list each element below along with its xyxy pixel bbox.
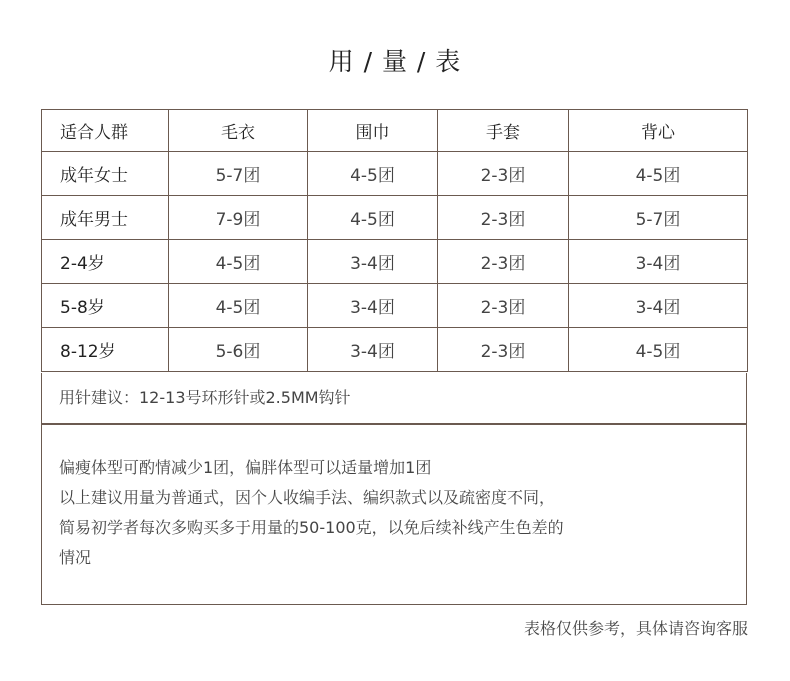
table-cell: 3-4团 bbox=[569, 284, 748, 328]
table-cell: 3-4团 bbox=[308, 284, 438, 328]
table-cell: 4-5团 bbox=[569, 328, 748, 372]
table-cell: 2-3团 bbox=[438, 284, 569, 328]
table-cell: 8-12岁 bbox=[42, 328, 169, 372]
table-cell: 2-4岁 bbox=[42, 240, 169, 284]
table-cell: 成年男士 bbox=[42, 196, 169, 240]
table-row bbox=[42, 240, 748, 284]
usage-table bbox=[41, 109, 748, 372]
table-cell: 5-8岁 bbox=[42, 284, 169, 328]
table-cell: 7-9团 bbox=[169, 196, 308, 240]
table-cell: 3-4团 bbox=[569, 240, 748, 284]
table-cell: 2-3团 bbox=[438, 328, 569, 372]
table-cell: 成年女士 bbox=[42, 152, 169, 196]
table-row bbox=[42, 328, 748, 372]
needle-advice-text: 用针建议：12-13号环形针或2.5MM钩针 bbox=[59, 388, 351, 407]
header-gloves: 手套 bbox=[438, 110, 569, 152]
header-scarf: 围巾 bbox=[308, 110, 438, 152]
table-cell: 5-7团 bbox=[169, 152, 308, 196]
footer-note: 表格仅供参考，具体请咨询客服 bbox=[523, 619, 748, 638]
notes-box bbox=[41, 424, 747, 605]
note-line: 以上建议用量为普通式，因个人收编手法、编织款式以及疏密度不同， bbox=[59, 488, 556, 507]
header-vest: 背心 bbox=[569, 110, 748, 152]
table-row bbox=[42, 196, 748, 240]
table-row bbox=[42, 284, 748, 328]
table-cell: 4-5团 bbox=[169, 284, 308, 328]
header-sweater: 毛衣 bbox=[169, 110, 308, 152]
table-cell: 4-5团 bbox=[308, 196, 438, 240]
table-cell: 2-3团 bbox=[438, 240, 569, 284]
page-title: 用 / 量 / 表 bbox=[328, 47, 462, 76]
header-group: 适合人群 bbox=[42, 110, 169, 152]
table-cell: 2-3团 bbox=[438, 196, 569, 240]
note-line: 偏瘦体型可酌情减少1团，偏胖体型可以适量增加1团 bbox=[59, 458, 432, 477]
table-cell: 4-5团 bbox=[169, 240, 308, 284]
table-cell: 2-3团 bbox=[438, 152, 569, 196]
table-cell: 5-6团 bbox=[169, 328, 308, 372]
table-row bbox=[42, 152, 748, 196]
table-cell: 4-5团 bbox=[308, 152, 438, 196]
note-line: 简易初学者每次多购买多于用量的50-100克，以免后续补线产生色差的 bbox=[59, 518, 564, 537]
table-cell: 3-4团 bbox=[308, 328, 438, 372]
needle-advice-box bbox=[41, 373, 747, 424]
table-cell: 5-7团 bbox=[569, 196, 748, 240]
table-header-row bbox=[42, 110, 748, 152]
table-cell: 3-4团 bbox=[308, 240, 438, 284]
table-cell: 4-5团 bbox=[569, 152, 748, 196]
note-line: 情况 bbox=[59, 548, 92, 567]
